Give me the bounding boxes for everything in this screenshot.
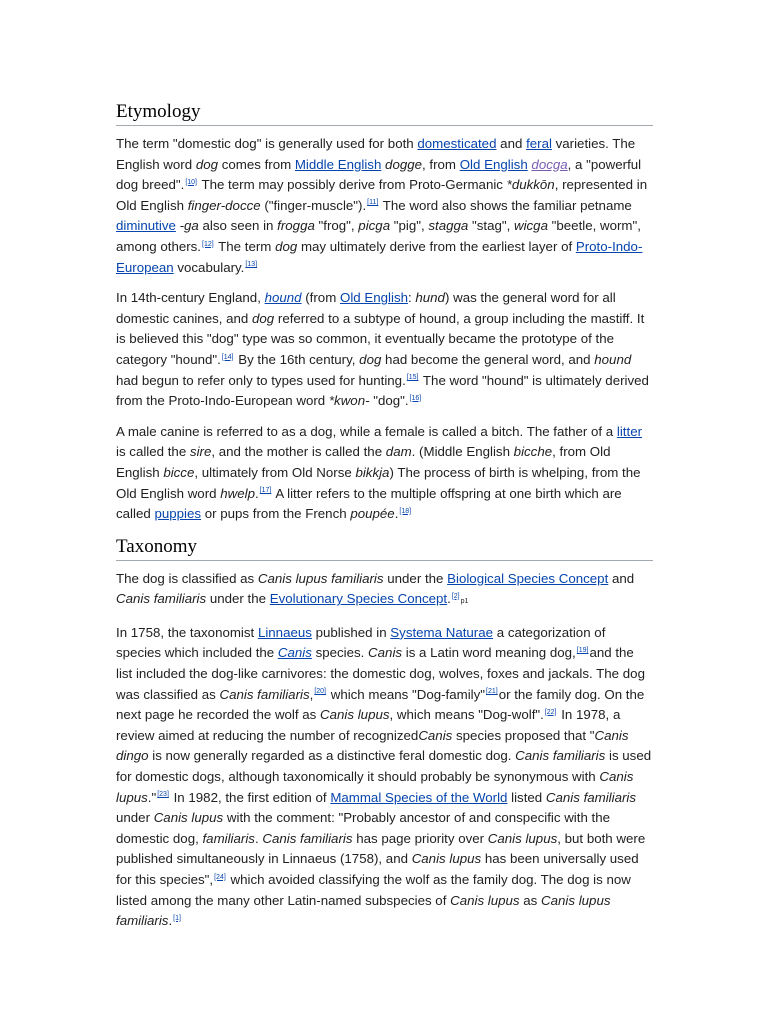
link-proto-indo-european[interactable]: Proto-Indo-European <box>116 238 643 275</box>
etymology-paragraph-2: In 14th-century England, hound (from Old English: hund) was the general word for all domestic canines, and dog referred to a subtype of hound, a group including the mastiff. It is believed this "dog" type was so common, it eventually became the prototype of the category "hound".[14] By the 16th century, dog had become the general word, and hound had begun to refer only to types used for hunting.[15] The word "hound" is ultimately derived from the Proto-Indo-European word *kwon- "dog".[16] <box>116 290 649 409</box>
citation-page: p1 <box>460 598 469 606</box>
section-heading-taxonomy: Taxonomy <box>116 535 653 561</box>
citation-24[interactable]: [24] <box>214 873 226 881</box>
citation-22[interactable]: [22] <box>544 708 557 716</box>
taxonomy-paragraph-2: In 1758, the taxonomist Linnaeus published in Systema Naturae a categorization of species which included the Canis species. Canis is a Latin word meaning dog,[19]and the list included the dog-like carnivores: the domestic dog, wolves, foxes and jackals. The dog was classified as Canis familiaris,[20] which means "Dog-family"[21]or the family dog. On the next page he recorded the wolf as Canis lupus, which means "Dog-wolf".[22] In 1978, a review aimed at reducing the number of recognizedCanis species proposed that "Canis dingo is now generally regarded as a distinctive feral domestic dog. Canis familiaris is used for domestic dogs, although taxonomically it should probably be synonymous with Canis lupus."[23] In 1982, the first edition of Mammal Species of the World listed Canis familiaris under Canis lupus with the comment: "Probably ancestor of and conspecific with the domestic dog, familiaris. Canis familiaris has page priority over Canis lupus, but both were published simultaneously in Linnaeus (1758), and Canis lupus has been universally used for this species",[24] which avoided classifying the wolf as the family dog. The dog is now listed among the many other Latin-named subspecies of Canis lupus as Canis lupus familiaris.[1] <box>116 624 652 929</box>
link-middle-english[interactable]: Middle English <box>294 156 382 172</box>
taxonomy-paragraph-1: The dog is classified as Canis lupus familiaris under the Biological Species Concept and Canis familiaris under the Evolutionary Species Concept.[2]p1 <box>116 570 635 607</box>
citation-12[interactable]: [12] <box>202 240 214 248</box>
etymology-paragraph-3: A male canine is referred to as a dog, while a female is called a bitch. The father of a litter is called the sire, and the mother is called the dam. (Middle English bicche, from Old English bicce, ultimately from Old Norse bikkja) The process of birth is whelping, from the Old English word hwelp.[17] A litter refers to the multiple offspring at one birth which are called puppies or pups from the French poupée.[18] <box>116 423 643 522</box>
citation-16[interactable]: [16] <box>409 394 422 402</box>
link-biological-species-concept[interactable]: Biological Species Concept <box>447 570 609 586</box>
link-puppies[interactable]: puppies <box>154 506 202 522</box>
link-feral[interactable]: feral <box>526 136 552 151</box>
link-domesticated[interactable]: domesticated <box>417 136 497 151</box>
link-linnaeus[interactable]: Linnaeus <box>257 624 312 640</box>
citation-20[interactable]: [20] <box>314 688 327 696</box>
link-systema-naturae[interactable]: Systema Naturae <box>390 624 494 640</box>
citation-17[interactable]: [17] <box>259 487 272 495</box>
link-old-english-2[interactable]: Old English <box>339 290 408 306</box>
citation-14[interactable]: [14] <box>221 353 234 361</box>
citation-18[interactable]: [18] <box>399 507 412 515</box>
link-mammal-species-of-the-world[interactable]: Mammal Species of the World <box>330 789 508 805</box>
etymology-paragraph-1: The term "domestic dog" is generally used for both domesticated and feral varieties. The English word dog comes from Middle English dogge, from Old English docga, a "powerful dog breed".[10] The term may possibly derive from Proto-Germanic *dukkōn, represented in Old English finger-docce ("finger-muscle").[11] The word also shows the familiar petname diminutive -ga also seen in frogga "frog", picga "pig", stagga "stag", wicga "beetle, worm", among others.[12] The term dog may ultimately derive from the earliest layer of Proto-Indo-European vocabulary.[13] <box>116 136 648 275</box>
citation-19[interactable]: [19] <box>576 647 589 655</box>
section-heading-etymology: Etymology <box>116 100 653 126</box>
link-evolutionary-species-concept[interactable]: Evolutionary Species Concept <box>269 591 448 607</box>
citation-10[interactable]: [10] <box>185 178 197 186</box>
citation-2[interactable]: [2] <box>451 592 460 600</box>
citation-1[interactable]: [1] <box>173 914 181 922</box>
citation-21[interactable]: [21] <box>486 688 498 696</box>
citation-13[interactable]: [13] <box>245 261 258 269</box>
link-hound[interactable]: hound <box>264 290 302 306</box>
citation-11[interactable]: [11] <box>367 199 379 207</box>
citation-15[interactable]: [15] <box>406 374 419 382</box>
link-litter[interactable]: litter <box>616 423 643 439</box>
link-docga[interactable]: docga <box>531 156 568 172</box>
link-old-english[interactable]: Old English <box>459 156 528 172</box>
citation-23[interactable]: [23] <box>157 791 169 799</box>
link-canis[interactable]: Canis <box>277 645 312 661</box>
article-body <box>116 100 653 942</box>
link-diminutive[interactable]: diminutive <box>116 218 176 234</box>
